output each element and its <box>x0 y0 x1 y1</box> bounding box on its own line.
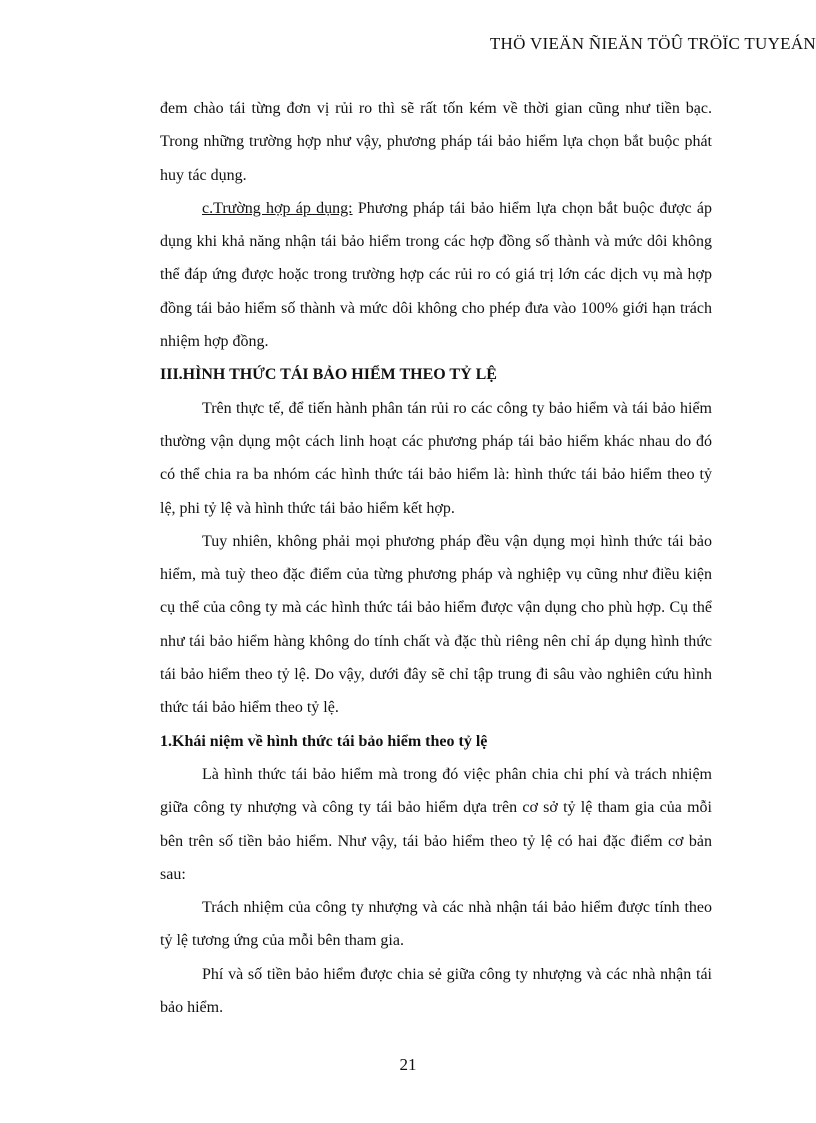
page-number: 21 <box>399 1055 417 1074</box>
paragraph-application-case <box>160 192 712 358</box>
section-heading-iii: III.HÌNH THỨC TÁI BẢO HIỂM THEO TỶ LỆ <box>160 366 497 384</box>
page-body <box>160 92 712 1024</box>
paragraph-continuation: đem chào tái từng đơn vị rủi ro thì sẽ rất tốn kém về thời gian cũng như tiền bạc. Trong những trường hợp như vậy, phương pháp tái bảo hiểm lựa chọn bắt buộc phát huy tác dụng. <box>160 100 712 184</box>
paragraph-overview: Trên thực tế, để tiến hành phân tán rủi ro các công ty bảo hiểm và tái bảo hiểm thường vận dụng một cách linh hoạt các phương pháp tái bảo hiểm khác nhau do đó có thể chia ra ba nhóm các hình thức tái bảo hiểm là: hình thức tái bảo hiểm theo tỷ lệ, phi tỷ lệ và hình thức tái bảo hiểm kết hợp. <box>160 399 712 517</box>
paragraph-definition: Là hình thức tái bảo hiểm mà trong đó việc phân chia chi phí và trách nhiệm giữa công ty nhượng và công ty tái bảo hiểm dựa trên cơ sở tỷ lệ tham gia của mỗi bên trên số tiền bảo hiểm. Như vậy, tái bảo hiểm theo tỷ lệ có hai đặc điểm cơ bản sau: <box>160 765 712 883</box>
paragraph-feature-premium: Phí và số tiền bảo hiểm được chia sẻ giữa công ty nhượng và các nhà nhận tái bảo hiểm. <box>160 965 712 1017</box>
application-case-label: c.Trường hợp áp dụng: <box>202 199 353 217</box>
subsection-heading-1: 1.Khái niệm về hình thức tái bảo hiểm theo tỷ lệ <box>160 732 488 750</box>
application-case-text: Phương pháp tái bảo hiểm lựa chọn bắt buộc được áp dụng khi khả năng nhận tái bảo hiểm trong các hợp đồng số thành và mức dôi không thể đáp ứng được hoặc trong trường hợp các rủi ro có giá trị lớn các dịch vụ mà hợp đồng tái bảo hiểm số thành và mức dôi không cho phép đưa vào 100% giới hạn trách nhiệm hợp đồng. <box>160 199 712 351</box>
running-header: THÖ VIEÄN ÑIEÄN TÖÛ TRÖÏC TUYEÁN <box>489 34 816 53</box>
paragraph-scope: Tuy nhiên, không phải mọi phương pháp đều vận dụng mọi hình thức tái bảo hiểm, mà tuỳ theo đặc điểm của từng phương pháp và nghiệp vụ cũng như điều kiện cụ thể của công ty mà các hình thức tái bảo hiểm được vận dụng cho phù hợp. Cụ thể như tái bảo hiểm hàng không do tính chất và đặc thù riêng nên chỉ áp dụng hình thức tái bảo hiểm theo tỷ lệ. Do vậy, dưới đây sẽ chỉ tập trung đi sâu vào nghiên cứu hình thức tái bảo hiểm theo tỷ lệ. <box>160 532 712 717</box>
paragraph-feature-liability: Trách nhiệm của công ty nhượng và các nhà nhận tái bảo hiểm được tính theo tỷ lệ tương ứng của mỗi bên tham gia. <box>160 899 712 950</box>
